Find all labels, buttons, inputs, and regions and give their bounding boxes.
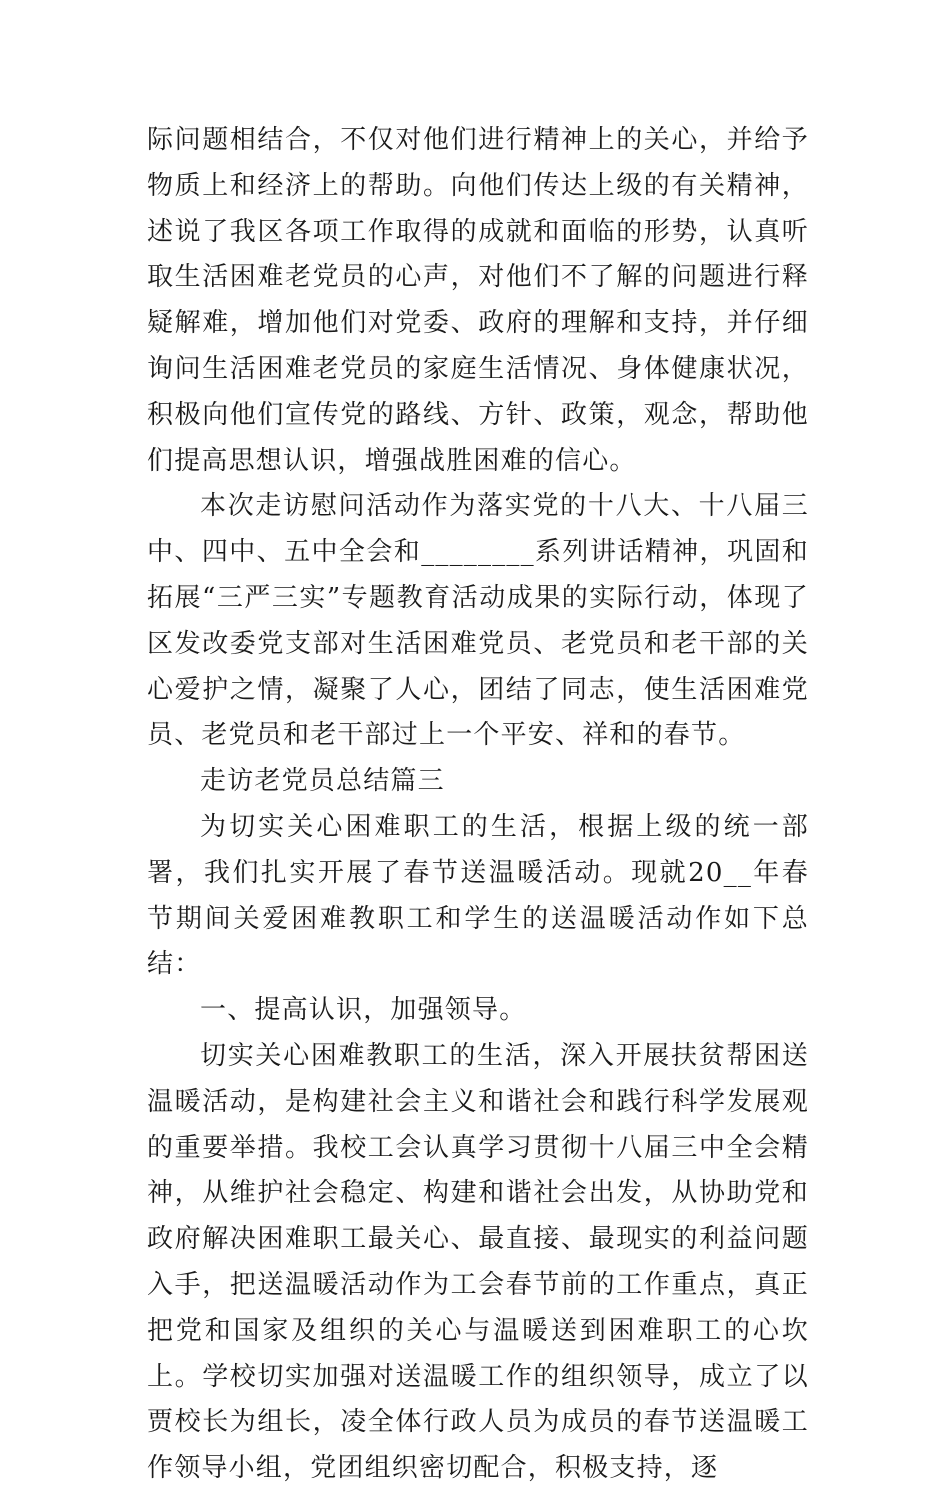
paragraph-4: 切实关心困难教职工的生活，深入开展扶贫帮困送温暖活动，是构建社会主义和谐社会和践行科学发展观的重要举措。我校工会认真学习贯彻十八届三中全会精神，从维护社会稳定、构建和谐社会出发，从协助党和政府解决困难职工最关心、最直接、最现实的利益问题入手，把送温暖活动作为工会春节前的工作重点，真正把党和国家及组织的关心与温暖送到困难职工的心坎上。学校切实加强对送温暖工作的组织领导，成立了以贾校长为组长，凌全体行政人员为成员的春节送温暖工作领导小组，党团组织密切配合，积极支持，逐: [147, 1040, 809, 1484]
paragraph-2: 本次走访慰问活动作为落实党的十八大、十八届三中、四中、五中全会和________系列讲话精神，巩固和拓展“三严三实”专题教育活动成果的实际行动，体现了区发改委党支部对生活困难党员、老党员和老干部的关心爱护之情，凝聚了人心，团结了同志，使生活困难党员、老党员和老干部过上一个平安、祥和的春节。: [147, 491, 809, 751]
section-heading: 走访老党员总结篇三: [200, 766, 445, 797]
subheading-1: 一、提高认识，加强领导。: [200, 995, 527, 1026]
paragraph-1: 际问题相结合，不仅对他们进行精神上的关心，并给予物质上和经济上的帮助。向他们传达上级的有关精神，述说了我区各项工作取得的成就和面临的形势，认真听取生活困难老党员的心声，对他们不了解的问题进行释疑解难，增加他们对党委、政府的理解和支持，并仔细询问生活困难老党员的家庭生活情况、身体健康状况，积极向他们宣传党的路线、方针、政策，观念，帮助他们提高思想认识，增强战胜困难的信心。: [147, 125, 809, 476]
document-body: [147, 118, 809, 1492]
paragraph-3: 为切实关心困难职工的生活，根据上级的统一部署，我们扎实开展了春节送温暖活动。现就20__年春节期间关爱困难教职工和学生的送温暖活动作如下总结：: [147, 811, 809, 980]
